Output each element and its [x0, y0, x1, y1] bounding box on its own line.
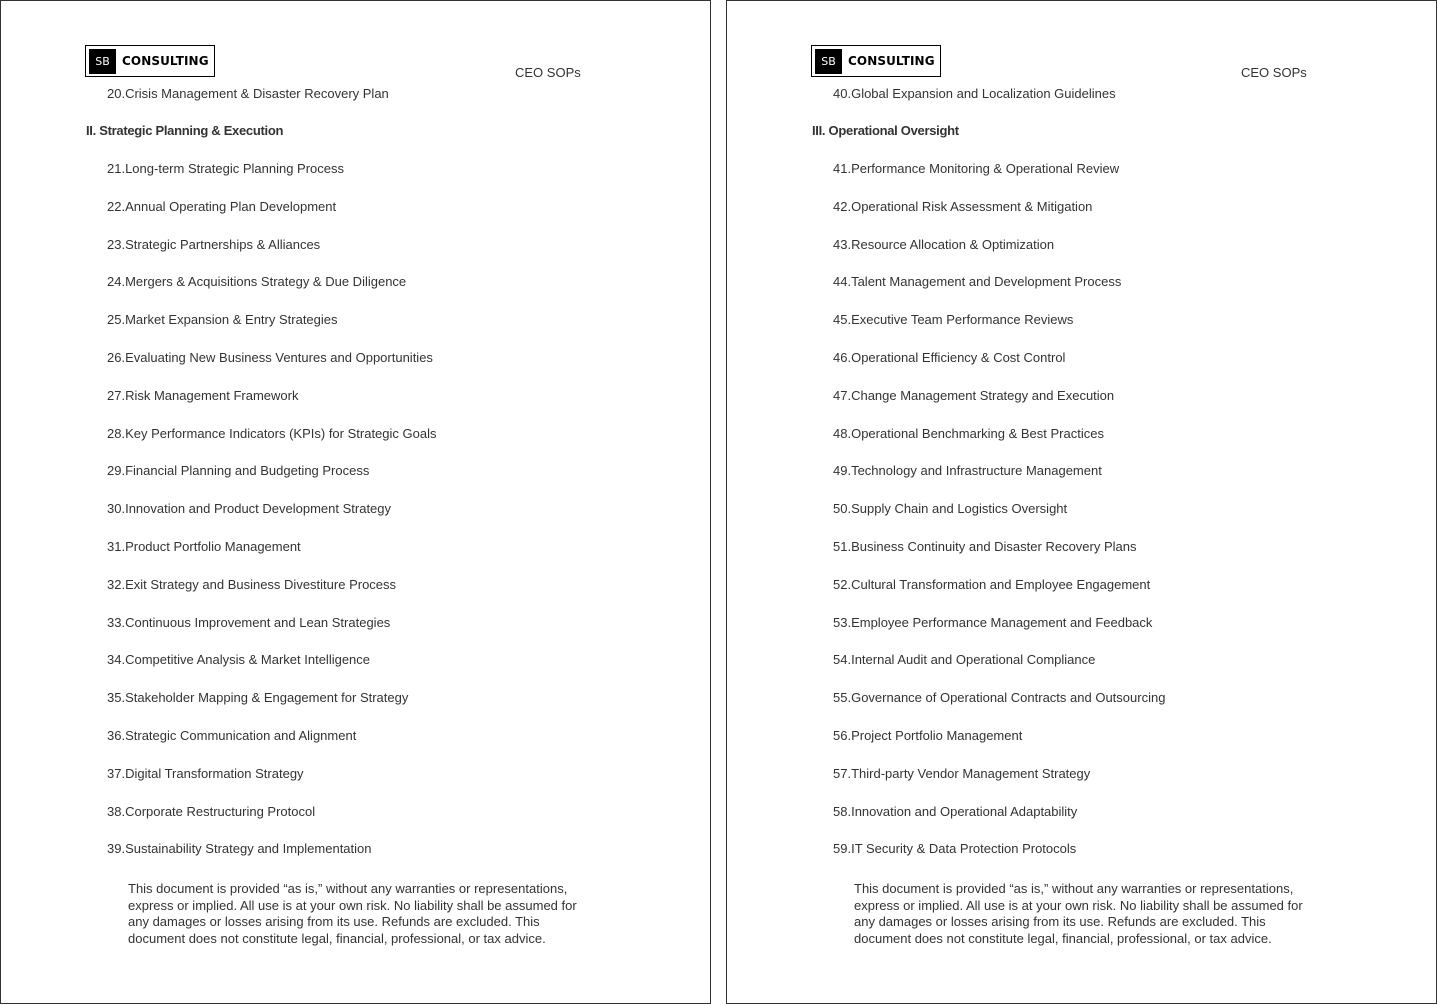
- item-number: 47.: [833, 387, 852, 403]
- list-item: [107, 804, 436, 842]
- item-number: 26.: [107, 349, 126, 365]
- list-item: [833, 501, 1165, 539]
- item-number: 36.: [107, 727, 126, 743]
- list-item: [107, 312, 436, 350]
- item-number: 44.: [833, 274, 852, 290]
- sb-consulting-logo: [811, 45, 941, 77]
- item-text: Performance Monitoring & Operational Review: [851, 161, 1120, 176]
- item-number: 58.: [833, 803, 852, 819]
- list-item: [107, 766, 436, 804]
- list-item: [833, 388, 1165, 426]
- item-text: Risk Management Framework: [125, 387, 299, 403]
- list-item: [833, 690, 1165, 728]
- list-item: [107, 350, 436, 388]
- item-text: Operational Risk Assessment & Mitigation: [851, 198, 1093, 214]
- item-number: 38.: [107, 803, 126, 819]
- item-number: 42.: [833, 198, 852, 214]
- item-text: Governance of Operational Contracts and Outsourcing: [851, 690, 1166, 706]
- item-text: Supply Chain and Logistics Oversight: [851, 501, 1068, 517]
- item-text: Third-party Vendor Management Strategy: [851, 765, 1091, 781]
- list-item: [833, 577, 1165, 615]
- list-item: [833, 426, 1165, 464]
- item-number: 29.: [107, 463, 126, 479]
- disclaimer-text: This document is provided “as is,” without any warranties or representations, express or implied. All use is at your own risk. No liability shall be assumed for any damages or losses arising from its use. Refunds are excluded. This document does not constitute legal, financial, professional, or tax advice.: [854, 881, 1303, 946]
- item-number: 43.: [833, 236, 852, 252]
- item-number: 23.: [107, 236, 126, 252]
- item-number: 41.: [833, 161, 852, 176]
- list-item: [107, 86, 389, 101]
- item-text: Annual Operating Plan Development: [125, 198, 337, 214]
- item-text: Executive Team Performance Reviews: [851, 312, 1074, 328]
- list-item: [833, 161, 1165, 199]
- item-text: Innovation and Product Development Strategy: [125, 501, 392, 517]
- list-item: [833, 199, 1165, 237]
- item-number: 46.: [833, 349, 852, 365]
- list-item: [107, 652, 436, 690]
- item-text: Stakeholder Mapping & Engagement for Strategy: [125, 690, 409, 706]
- list-item: [833, 539, 1165, 577]
- item-text: Crisis Management & Disaster Recovery Plan: [125, 86, 389, 101]
- item-number: 31.: [107, 538, 126, 554]
- item-text: Product Portfolio Management: [125, 538, 301, 554]
- item-text: Financial Planning and Budgeting Process: [125, 463, 370, 479]
- list-item: [107, 426, 436, 464]
- list-item: [107, 161, 436, 199]
- item-text: Operational Efficiency & Cost Control: [851, 349, 1066, 365]
- item-text: Internal Audit and Operational Compliance: [851, 652, 1096, 668]
- item-number: 34.: [107, 652, 126, 668]
- list-item: [833, 274, 1165, 312]
- item-number: 28.: [107, 425, 126, 441]
- list-item: [833, 615, 1165, 653]
- section-heading: III. Operational Oversight: [812, 123, 959, 138]
- header-title: CEO SOPs: [515, 65, 581, 80]
- list-item: [107, 463, 436, 501]
- item-number: 35.: [107, 690, 126, 706]
- list-item: [107, 237, 436, 275]
- logo-mark: SB: [815, 49, 842, 74]
- item-text: Evaluating New Business Ventures and Opportunities: [125, 349, 433, 365]
- item-number: 33.: [107, 614, 126, 630]
- item-number: 51.: [833, 538, 852, 554]
- section-heading: II. Strategic Planning & Execution: [86, 123, 284, 138]
- item-number: 30.: [107, 501, 126, 517]
- item-number: 21.: [107, 161, 126, 176]
- item-text: Technology and Infrastructure Management: [851, 463, 1102, 479]
- list-item: [107, 274, 436, 312]
- item-number: 54.: [833, 652, 852, 668]
- logo-mark: SB: [89, 49, 116, 74]
- item-text: Market Expansion & Entry Strategies: [125, 312, 338, 328]
- item-text: Sustainability Strategy and Implementation: [125, 841, 372, 857]
- item-text: Strategic Partnerships & Alliances: [125, 236, 321, 252]
- item-text: Global Expansion and Localization Guidelines: [851, 86, 1116, 101]
- item-number: 40.: [833, 86, 852, 101]
- item-text: Talent Management and Development Process: [851, 274, 1122, 290]
- item-number: 55.: [833, 690, 852, 706]
- item-number: 59.: [833, 841, 852, 857]
- item-text: Long-term Strategic Planning Process: [125, 161, 345, 176]
- item-text: Mergers & Acquisitions Strategy & Due Diligence: [125, 274, 407, 290]
- item-number: 57.: [833, 765, 852, 781]
- item-text: Digital Transformation Strategy: [125, 765, 304, 781]
- item-number: 25.: [107, 312, 126, 328]
- item-text: Competitive Analysis & Market Intelligence: [125, 652, 371, 668]
- list-item: [107, 501, 436, 539]
- header-title: CEO SOPs: [1241, 65, 1307, 80]
- item-number: 53.: [833, 614, 852, 630]
- item-text: Cultural Transformation and Employee Engagement: [851, 576, 1151, 592]
- list-item: [107, 388, 436, 426]
- item-text: Employee Performance Management and Feedback: [851, 614, 1153, 630]
- item-number: 37.: [107, 765, 126, 781]
- item-text: Strategic Communication and Alignment: [125, 727, 357, 743]
- list-item: [107, 841, 436, 879]
- list-item: [107, 690, 436, 728]
- list-item: [833, 652, 1165, 690]
- item-text: IT Security & Data Protection Protocols: [851, 841, 1077, 857]
- item-number: 22.: [107, 198, 126, 214]
- list-item: [107, 199, 436, 237]
- list-item: [833, 86, 1116, 101]
- document-page-right: [726, 0, 1437, 1004]
- item-number: 52.: [833, 576, 852, 592]
- document-page-left: [0, 0, 711, 1004]
- item-number: 50.: [833, 501, 852, 517]
- list-item: [833, 728, 1165, 766]
- list-item: [107, 577, 436, 615]
- disclaimer-text: This document is provided “as is,” without any warranties or representations, express or implied. All use is at your own risk. No liability shall be assumed for any damages or losses arising from its use. Refunds are excluded. This document does not constitute legal, financial, professional, or tax advice.: [128, 881, 577, 946]
- item-text: Project Portfolio Management: [851, 727, 1023, 743]
- list-item: [833, 463, 1165, 501]
- item-text: Exit Strategy and Business Divestiture Process: [125, 576, 397, 592]
- list-item: [833, 312, 1165, 350]
- list-item: [833, 841, 1165, 879]
- item-text: Innovation and Operational Adaptability: [851, 803, 1078, 819]
- list-item: [833, 237, 1165, 275]
- sb-consulting-logo: [85, 45, 215, 77]
- list-item: [107, 539, 436, 577]
- logo-wordmark: CONSULTING: [848, 54, 935, 68]
- item-text: Business Continuity and Disaster Recovery Plans: [851, 538, 1137, 554]
- item-number: 27.: [107, 387, 126, 403]
- item-number: 32.: [107, 576, 126, 592]
- item-text: Change Management Strategy and Execution: [851, 387, 1115, 403]
- logo-wordmark: CONSULTING: [122, 54, 209, 68]
- list-item: [107, 728, 436, 766]
- item-number: 39.: [107, 841, 126, 857]
- sop-list: [107, 161, 436, 879]
- item-number: 56.: [833, 727, 852, 743]
- item-number: 24.: [107, 274, 126, 290]
- item-number: 20.: [107, 86, 126, 101]
- list-item: [107, 615, 436, 653]
- item-text: Key Performance Indicators (KPIs) for Strategic Goals: [125, 425, 437, 441]
- list-item: [833, 766, 1165, 804]
- list-item: [833, 350, 1165, 388]
- item-number: 49.: [833, 463, 852, 479]
- list-item: [833, 804, 1165, 842]
- item-number: 48.: [833, 425, 852, 441]
- item-text: Corporate Restructuring Protocol: [125, 803, 316, 819]
- item-number: 45.: [833, 312, 852, 328]
- item-text: Continuous Improvement and Lean Strategies: [125, 614, 391, 630]
- item-text: Operational Benchmarking & Best Practices: [851, 425, 1104, 441]
- item-text: Resource Allocation & Optimization: [851, 236, 1055, 252]
- sop-list: [833, 161, 1165, 879]
